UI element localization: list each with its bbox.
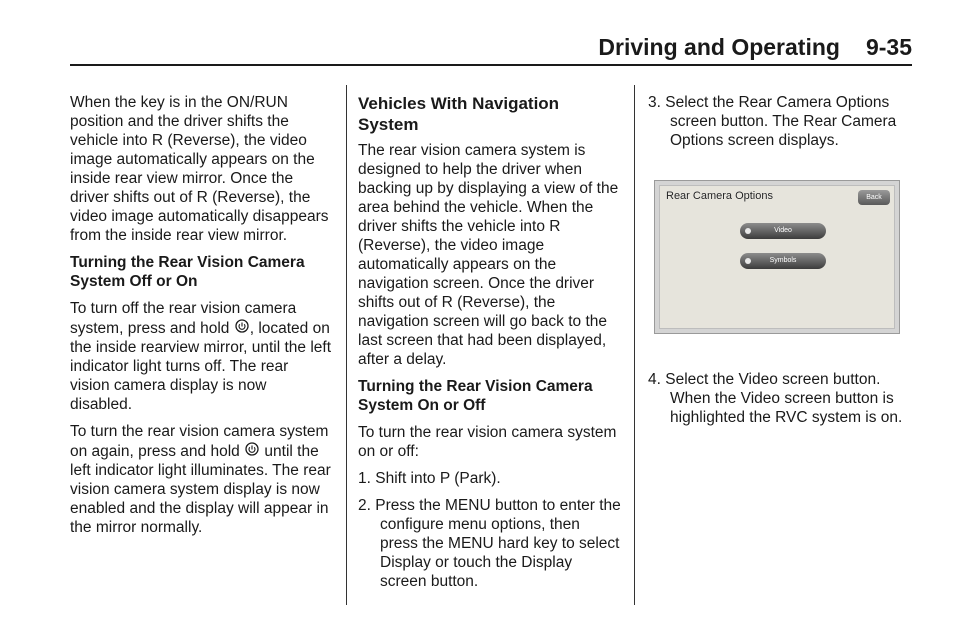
page-number: 9-35 [865,34,912,60]
heading-on-off: Turning the Rear Vision Camera System On or Off [358,378,593,414]
screen-symbols-button: Symbols [740,253,826,269]
rear-camera-options-screenshot [654,180,900,334]
paragraph-intro: When the key is in the ON/RUN position and the driver shifts the vehicle into R (Reverse), the video image automatically appears on the inside rear view mirror. Once the driver shifts out of R (Reverse), the video image automatically disappears from the inside rear view mirror. [70,94,329,244]
step-2: 2. Press the MENU button to enter the configure menu options, then press the MENU hard key to select Display or touch the Display screen button. [358,497,621,590]
column-1 [70,93,332,545]
paragraph-navigation: The rear vision camera system is designed to help the driver when backing up by displaying a view of the area behind the vehicle. When the driver shifts the vehicle into R (Reverse), the video image automatically appears on the navigation screen. Once the driver shifts out of R (Reverse), the navigation screen will go back to the last screen that had been displayed, after a delay. [358,142,619,368]
column-3 [648,93,910,435]
header-text [598,34,912,61]
step-1: 1. Shift into P (Park). [358,470,501,487]
paragraph-instructions: To turn the rear vision camera system on or off: [358,424,617,460]
camera-button-icon [234,318,250,334]
step-4: 4. Select the Video screen button. When the Video screen button is highlighted the RVC system is on. [648,371,903,426]
screen-back-button: Back [858,190,890,205]
heading-navigation: Vehicles With Navigation System [358,94,560,134]
column-divider-1 [346,85,347,605]
heading-off-on: Turning the Rear Vision Camera System Off or On [70,254,305,290]
column-divider-2 [634,85,635,605]
turn-off-text-b: , located on the inside rearview mirror, until the left indicator light turns off. The rear vision camera display is now disabled. [70,320,332,413]
paragraph-turn-on [70,422,332,537]
screen-video-button: Video [740,223,826,239]
turn-off-text-a: To turn off the rear vision camera system, press and hold [70,300,297,337]
camera-button-icon [244,441,260,457]
paragraph-turn-off [70,299,332,414]
screen-title: Rear Camera Options [666,190,773,202]
turn-on-text-b: until the left indicator light illuminates. The rear vision camera system display is now enabled and the display will appear in the mirror normally. [70,443,331,536]
page-header [70,32,912,66]
step-3: 3. Select the Rear Camera Options screen button. The Rear Camera Options screen displays. [648,94,897,149]
screen-panel [659,185,895,329]
turn-on-text-a: To turn the rear vision camera system on again, press and hold [70,423,329,460]
column-2 [358,93,622,599]
section-title: Driving and Operating [598,34,840,60]
